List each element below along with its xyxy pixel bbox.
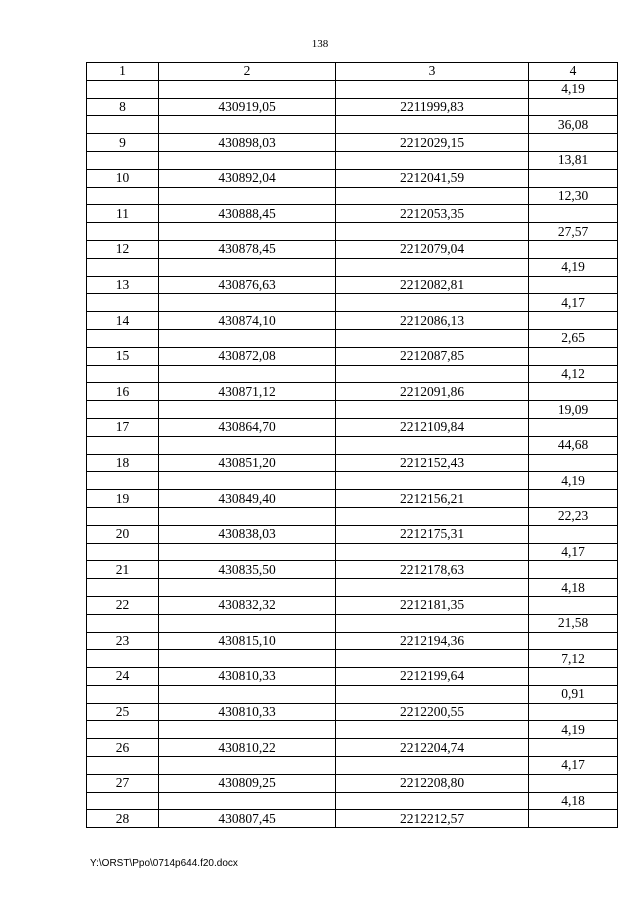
table-cell	[87, 685, 159, 703]
table-cell	[87, 365, 159, 383]
point-row	[87, 205, 618, 223]
table-cell	[529, 668, 618, 686]
distance-cell: 4,17	[529, 543, 618, 561]
distance-cell: 13,81	[529, 151, 618, 169]
x-coordinate-cell: 430810,33	[159, 668, 336, 686]
table-cell	[336, 258, 529, 276]
x-coordinate-cell: 430810,22	[159, 739, 336, 757]
table-cell	[336, 436, 529, 454]
distance-cell: 4,12	[529, 365, 618, 383]
table-cell	[159, 116, 336, 134]
table-cell	[159, 151, 336, 169]
point-row	[87, 632, 618, 650]
page-number: 138	[311, 38, 329, 50]
distance-row	[87, 507, 618, 525]
table-cell	[87, 721, 159, 739]
table-cell	[159, 436, 336, 454]
table-cell	[87, 329, 159, 347]
distance-cell: 44,68	[529, 436, 618, 454]
distance-row	[87, 187, 618, 205]
distance-row	[87, 80, 618, 98]
y-coordinate-cell: 2212029,15	[336, 134, 529, 152]
y-coordinate-cell: 2212156,21	[336, 490, 529, 508]
table-cell	[336, 187, 529, 205]
table-cell	[529, 98, 618, 116]
table-cell	[87, 472, 159, 490]
x-coordinate-cell: 430872,08	[159, 347, 336, 365]
table-cell	[87, 187, 159, 205]
distance-cell: 27,57	[529, 223, 618, 241]
table-cell	[159, 187, 336, 205]
point-number-cell: 20	[87, 525, 159, 543]
distance-cell: 4,19	[529, 80, 618, 98]
table-cell	[336, 472, 529, 490]
table-cell	[159, 294, 336, 312]
y-coordinate-cell: 2212200,55	[336, 703, 529, 721]
point-number-cell: 21	[87, 561, 159, 579]
distance-row	[87, 365, 618, 383]
distance-cell: 4,19	[529, 721, 618, 739]
coordinates-table	[86, 62, 618, 828]
point-row	[87, 383, 618, 401]
y-coordinate-cell: 2212082,81	[336, 276, 529, 294]
point-number-cell: 27	[87, 774, 159, 792]
distance-row	[87, 436, 618, 454]
y-coordinate-cell: 2212175,31	[336, 525, 529, 543]
point-row	[87, 276, 618, 294]
table-cell	[336, 685, 529, 703]
x-coordinate-cell: 430849,40	[159, 490, 336, 508]
point-number-cell: 11	[87, 205, 159, 223]
point-number-cell: 17	[87, 418, 159, 436]
point-row	[87, 525, 618, 543]
table-cell	[159, 472, 336, 490]
distance-row	[87, 579, 618, 597]
table-cell	[529, 383, 618, 401]
point-row	[87, 98, 618, 116]
distance-row	[87, 543, 618, 561]
table-cell	[529, 774, 618, 792]
point-row	[87, 561, 618, 579]
table-cell	[159, 507, 336, 525]
point-row	[87, 134, 618, 152]
distance-cell: 4,17	[529, 757, 618, 775]
point-number-cell: 28	[87, 810, 159, 828]
distance-cell: 21,58	[529, 614, 618, 632]
table-cell	[87, 80, 159, 98]
table-cell	[159, 258, 336, 276]
table-cell	[529, 490, 618, 508]
table-cell	[529, 169, 618, 187]
distance-cell: 0,91	[529, 685, 618, 703]
point-number-cell: 16	[87, 383, 159, 401]
table-cell	[336, 757, 529, 775]
table-cell	[336, 329, 529, 347]
point-number-cell: 22	[87, 596, 159, 614]
x-coordinate-cell: 430807,45	[159, 810, 336, 828]
table-cell	[529, 596, 618, 614]
distance-row	[87, 294, 618, 312]
distance-row	[87, 614, 618, 632]
distance-row	[87, 401, 618, 419]
x-coordinate-cell: 430888,45	[159, 205, 336, 223]
table-cell	[336, 650, 529, 668]
table-cell	[159, 223, 336, 241]
distance-cell: 4,18	[529, 579, 618, 597]
point-number-cell: 25	[87, 703, 159, 721]
y-coordinate-cell: 2211999,83	[336, 98, 529, 116]
table-cell	[529, 347, 618, 365]
point-number-cell: 24	[87, 668, 159, 686]
point-number-cell: 13	[87, 276, 159, 294]
table-cell	[159, 329, 336, 347]
point-row	[87, 774, 618, 792]
distance-row	[87, 685, 618, 703]
table-cell	[529, 561, 618, 579]
table-cell	[159, 543, 336, 561]
table-cell	[529, 525, 618, 543]
table-cell	[87, 757, 159, 775]
y-coordinate-cell: 2212109,84	[336, 418, 529, 436]
coordinates-table-body	[87, 63, 618, 828]
column-header-1: 1	[87, 63, 159, 81]
x-coordinate-cell: 430832,32	[159, 596, 336, 614]
point-row	[87, 490, 618, 508]
table-cell	[159, 401, 336, 419]
table-cell	[529, 703, 618, 721]
y-coordinate-cell: 2212194,36	[336, 632, 529, 650]
x-coordinate-cell: 430864,70	[159, 418, 336, 436]
distance-cell: 4,19	[529, 472, 618, 490]
point-row	[87, 596, 618, 614]
distance-cell: 4,17	[529, 294, 618, 312]
distance-row	[87, 757, 618, 775]
table-cell	[336, 721, 529, 739]
distance-cell: 4,19	[529, 258, 618, 276]
table-cell	[336, 294, 529, 312]
table-cell	[87, 543, 159, 561]
table-cell	[87, 116, 159, 134]
x-coordinate-cell: 430898,03	[159, 134, 336, 152]
table-cell	[159, 614, 336, 632]
distance-row	[87, 151, 618, 169]
table-cell	[87, 614, 159, 632]
distance-cell: 4,18	[529, 792, 618, 810]
table-cell	[159, 80, 336, 98]
point-number-cell: 26	[87, 739, 159, 757]
point-row	[87, 347, 618, 365]
table-cell	[336, 151, 529, 169]
distance-cell: 19,09	[529, 401, 618, 419]
distance-cell: 12,30	[529, 187, 618, 205]
x-coordinate-cell: 430874,10	[159, 312, 336, 330]
table-cell	[529, 632, 618, 650]
table-cell	[159, 792, 336, 810]
table-cell	[336, 543, 529, 561]
table-cell	[336, 579, 529, 597]
y-coordinate-cell: 2212091,86	[336, 383, 529, 401]
table-header-row	[87, 63, 618, 81]
table-cell	[529, 276, 618, 294]
y-coordinate-cell: 2212208,80	[336, 774, 529, 792]
distance-row	[87, 792, 618, 810]
point-row	[87, 668, 618, 686]
distance-row	[87, 721, 618, 739]
table-cell	[87, 579, 159, 597]
table-cell	[336, 614, 529, 632]
table-cell	[87, 294, 159, 312]
table-cell	[336, 80, 529, 98]
table-cell	[159, 685, 336, 703]
column-header-3: 3	[336, 63, 529, 81]
table-cell	[529, 205, 618, 223]
y-coordinate-cell: 2212181,35	[336, 596, 529, 614]
y-coordinate-cell: 2212199,64	[336, 668, 529, 686]
x-coordinate-cell: 430871,12	[159, 383, 336, 401]
distance-row	[87, 329, 618, 347]
column-header-4: 4	[529, 63, 618, 81]
y-coordinate-cell: 2212041,59	[336, 169, 529, 187]
table-cell	[159, 757, 336, 775]
table-cell	[529, 312, 618, 330]
table-cell	[336, 365, 529, 383]
point-row	[87, 810, 618, 828]
x-coordinate-cell: 430809,25	[159, 774, 336, 792]
table-cell	[87, 650, 159, 668]
table-cell	[87, 436, 159, 454]
point-number-cell: 15	[87, 347, 159, 365]
file-path-footer: Y:\ORST\Ppo\0714p644.f20.docx	[90, 858, 238, 869]
table-cell	[159, 579, 336, 597]
x-coordinate-cell: 430878,45	[159, 240, 336, 258]
distance-cell: 2,65	[529, 329, 618, 347]
point-row	[87, 739, 618, 757]
point-row	[87, 454, 618, 472]
table-cell	[529, 240, 618, 258]
column-header-2: 2	[159, 63, 336, 81]
point-number-cell: 23	[87, 632, 159, 650]
table-cell	[87, 401, 159, 419]
point-number-cell: 9	[87, 134, 159, 152]
point-row	[87, 703, 618, 721]
point-number-cell: 12	[87, 240, 159, 258]
x-coordinate-cell: 430835,50	[159, 561, 336, 579]
distance-row	[87, 223, 618, 241]
point-row	[87, 312, 618, 330]
distance-row	[87, 650, 618, 668]
x-coordinate-cell: 430810,33	[159, 703, 336, 721]
distance-row	[87, 116, 618, 134]
table-cell	[336, 223, 529, 241]
table-cell	[159, 650, 336, 668]
x-coordinate-cell: 430851,20	[159, 454, 336, 472]
table-cell	[336, 401, 529, 419]
table-cell	[159, 365, 336, 383]
x-coordinate-cell: 430919,05	[159, 98, 336, 116]
y-coordinate-cell: 2212178,63	[336, 561, 529, 579]
y-coordinate-cell: 2212087,85	[336, 347, 529, 365]
y-coordinate-cell: 2212053,35	[336, 205, 529, 223]
distance-cell: 22,23	[529, 507, 618, 525]
table-cell	[529, 810, 618, 828]
point-number-cell: 19	[87, 490, 159, 508]
point-number-cell: 18	[87, 454, 159, 472]
point-number-cell: 8	[87, 98, 159, 116]
point-row	[87, 418, 618, 436]
point-row	[87, 240, 618, 258]
x-coordinate-cell: 430892,04	[159, 169, 336, 187]
y-coordinate-cell: 2212086,13	[336, 312, 529, 330]
point-number-cell: 10	[87, 169, 159, 187]
point-number-cell: 14	[87, 312, 159, 330]
table-cell	[159, 721, 336, 739]
y-coordinate-cell: 2212152,43	[336, 454, 529, 472]
x-coordinate-cell: 430838,03	[159, 525, 336, 543]
table-cell	[336, 507, 529, 525]
x-coordinate-cell: 430815,10	[159, 632, 336, 650]
point-row	[87, 169, 618, 187]
table-cell	[529, 418, 618, 436]
distance-row	[87, 258, 618, 276]
table-cell	[336, 116, 529, 134]
table-cell	[336, 792, 529, 810]
table-cell	[87, 223, 159, 241]
distance-cell: 7,12	[529, 650, 618, 668]
y-coordinate-cell: 2212079,04	[336, 240, 529, 258]
table-cell	[87, 792, 159, 810]
table-cell	[87, 507, 159, 525]
y-coordinate-cell: 2212212,57	[336, 810, 529, 828]
table-cell	[529, 134, 618, 152]
x-coordinate-cell: 430876,63	[159, 276, 336, 294]
table-cell	[529, 454, 618, 472]
distance-cell: 36,08	[529, 116, 618, 134]
table-cell	[87, 151, 159, 169]
distance-row	[87, 472, 618, 490]
y-coordinate-cell: 2212204,74	[336, 739, 529, 757]
table-cell	[87, 258, 159, 276]
table-cell	[529, 739, 618, 757]
